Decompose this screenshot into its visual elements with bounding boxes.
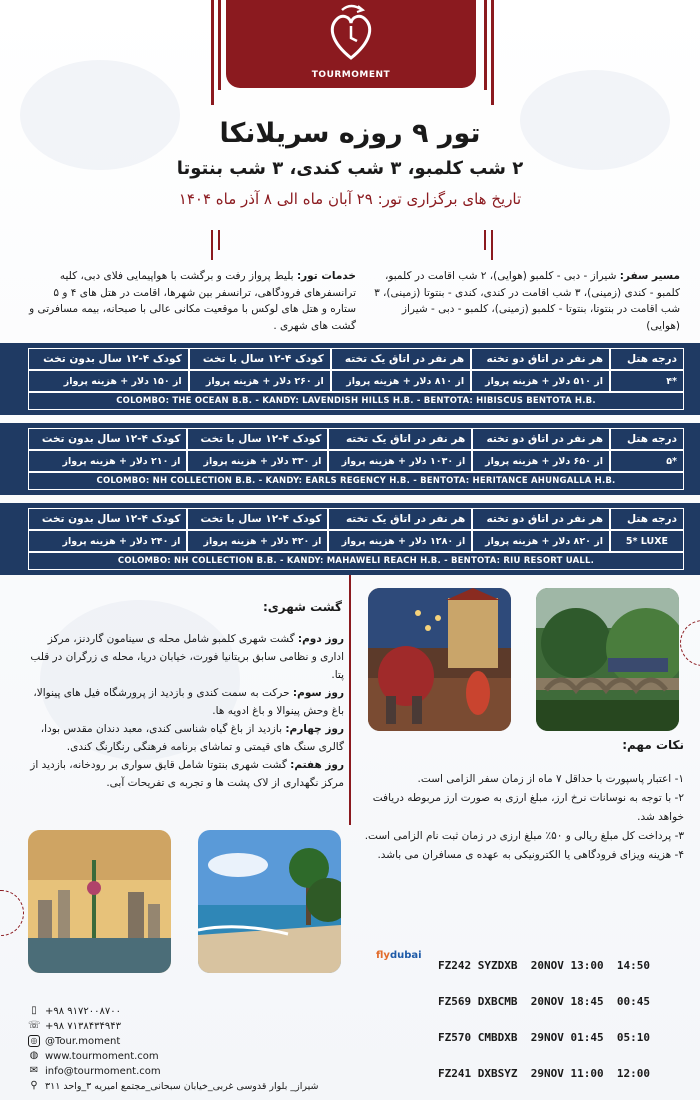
photo-train-bridge (536, 588, 679, 731)
tour-day-text: گشت شهری بنتوتا شامل قایق سواری بر رودخانه، بازدید از مرکز نگهداری از لاک پشت ها و تجربه ی تفریحات آبی. (30, 759, 344, 789)
services-label: خدمات تور: (296, 270, 356, 282)
photo-elephant-festival (368, 588, 511, 731)
price-child-nobed: از ۲۱۰ دلار + هزینه پرواز (28, 450, 187, 472)
contact-phone[interactable] (28, 1020, 121, 1032)
globe-icon: ◍ (29, 1050, 39, 1061)
flight-arr: 05:10 (616, 1031, 650, 1044)
mobile-icon: ▯ (31, 1005, 37, 1016)
tour-day-label: روز چهارم: (285, 723, 344, 735)
header-double: هر نفر در اتاق دو تخته (472, 508, 610, 530)
header-child-nobed: کودک ۴-۱۲ سال بدون تخت (28, 508, 187, 530)
page-title: تور ۹ روزه سریلانکا (219, 118, 481, 149)
price-child-nobed: از ۱۵۰ دلار + هزینه پرواز (28, 370, 189, 392)
flight-number: FZ570 (438, 1031, 472, 1044)
contact-mobile[interactable] (28, 1005, 121, 1017)
tour-dates: تاریخ های برگزاری تور: ۲۹ آبان ماه الی ۸ آذر ماه ۱۴۰۴ (178, 190, 522, 208)
header-single: هر نفر در اتاق یک تخته (331, 348, 471, 370)
flight-number: FZ241 (438, 1067, 472, 1080)
beach-image (198, 830, 341, 973)
hotel-grade: *۴ (610, 370, 684, 392)
header-grade: درجه هتل (610, 428, 684, 450)
photo-beach (198, 830, 341, 973)
header-child-nobed: کودک ۴-۱۲ سال بدون تخت (28, 348, 189, 370)
flight-row (438, 960, 650, 972)
heart-logo-icon (326, 4, 376, 66)
contact-email[interactable] (28, 1065, 161, 1077)
flight-route: DXBSYZ (477, 1067, 518, 1080)
address-text: شیراز_ بلوار قدوسی غربی_خیابان سبحانی_مجتمع امیریه ۳_واحد ۳۱۱ (45, 1080, 319, 1092)
tour-day-text: حرکت به سمت کندی و بازدید از پرورشگاه فیل های پینوالا، باغ وحش پینوالا و باغ ادویه ها. (33, 687, 344, 717)
tour-day (26, 684, 344, 720)
notes-title: نکات مهم: (622, 738, 684, 752)
phone-number: +۹۸ ۷۱۳۸۴۳۴۹۴۳ (45, 1020, 122, 1032)
header-double: هر نفر در اتاق دو تخته (471, 348, 610, 370)
price-table (28, 428, 684, 490)
flight-dep: 01:45 (570, 1031, 604, 1044)
header-double: هر نفر در اتاق دو تخته (472, 428, 610, 450)
tour-day (26, 720, 344, 756)
email-icon: ✉ (29, 1065, 39, 1076)
flight-row (438, 1068, 650, 1080)
flight-row (438, 1032, 650, 1044)
brand-logo (226, 0, 476, 88)
header-single: هر نفر در اتاق یک تخته (328, 508, 472, 530)
note-item: ۴- هزینه ویزای فرودگاهی یا الکترونیکی به عهده ی مسافران می باشد. (377, 849, 684, 861)
flight-arr: 14:50 (616, 959, 650, 972)
header-grade: درجه هتل (610, 348, 684, 370)
services-text: بلیط پرواز رفت و برگشت با هواپیمایی فلای دبی، کلیه ترانسفرهای فرودگاهی، ترانسفر بین شهرها، اقامت در هتل های ۴ و ۵ ستاره و هتل های لوکس با موقعیت مکانی عالی با صبحانه، بیمه مسافرتی و گشت های شهری . (29, 270, 356, 332)
price-table (28, 508, 684, 570)
hotel-list: COLOMBO: NH COLLECTION B.B. - KANDY: MAHAWELI REACH H.B. - BENTOTA: RIU RESORT UALL. (28, 552, 684, 570)
tour-day (26, 756, 344, 792)
flight-date: 29NOV (530, 1067, 564, 1080)
tour-day-label: روز سوم: (292, 687, 344, 699)
website-link: www.tourmoment.com (45, 1050, 159, 1062)
contact-instagram[interactable] (28, 1035, 120, 1047)
flight-route: CMBDXB (477, 1031, 518, 1044)
services-paragraph (28, 268, 356, 334)
mobile-number: +۹۸ ۹۱۷۲۰۰۸۷۰۰ (45, 1005, 122, 1017)
flight-arr: 12:00 (616, 1067, 650, 1080)
flight-dep: 18:45 (570, 995, 604, 1008)
contact-address (28, 1080, 318, 1092)
price-child-nobed: از ۲۴۰ دلار + هزینه پرواز (28, 530, 187, 552)
hotel-list: COLOMBO: THE OCEAN B.B. - KANDY: LAVENDISH HILLS H.B. - BENTOTA: HIBISCUS BENTOTA H.B. (28, 392, 684, 410)
tour-day-text: بازدید از باغ گیاه شناسی کندی، معبد دندان مقدس بودا، گالری سنگ های قیمتی و تماشای برنامه فرهنگی رنگارنگ کندی. (40, 723, 344, 753)
tour-day-text: گشت شهری کلمبو شامل محله ی سینامون گاردنز، مرکز اداری و نظامی سابق بریتانیا فورت، خیابان دریا، محله ی زرگران در قلب پتا. (30, 633, 344, 681)
price-double: از ۵۱۰ دلار + هزینه پرواز (471, 370, 610, 392)
flight-date: 20NOV (530, 995, 564, 1008)
photo-colombo-skyline (28, 830, 171, 973)
flight-number: FZ569 (438, 995, 472, 1008)
decor-line (491, 0, 494, 105)
price-child-bed: از ۴۲۰ دلار + هزینه پرواز (187, 530, 328, 552)
tour-subtitle: ۲ شب کلمبو، ۳ شب کندی، ۳ شب بنتوتا (176, 158, 524, 179)
price-child-bed: از ۲۶۰ دلار + هزینه پرواز (189, 370, 331, 392)
price-single: از ۱۰۳۰ دلار + هزینه پرواز (328, 450, 472, 472)
flight-route: DXBCMB (477, 995, 518, 1008)
decor-line (484, 0, 487, 90)
flight-arr: 00:45 (616, 995, 650, 1008)
header-child-bed: کودک ۴-۱۲ سال با تخت (187, 508, 328, 530)
route-paragraph (374, 268, 680, 334)
price-child-bed: از ۳۳۰ دلار + هزینه پرواز (187, 450, 328, 472)
train-bridge-image (536, 588, 679, 731)
decor-dashed-circle (0, 890, 24, 936)
note-item: ۲- با توجه به نوسانات نرخ ارز، مبلغ ارزی به صورت ارز مربوطه دریافت خواهد شد. (372, 792, 684, 823)
colombo-skyline-image (28, 830, 171, 973)
flight-dep: 13:00 (570, 959, 604, 972)
flight-number: FZ242 (438, 959, 472, 972)
note-item: ۳- پرداخت کل مبلغ ریالی و ۵۰٪ مبلغ ارزی در زمان ثبت نام الزامی است. (364, 830, 684, 842)
decor-dashed-circle (680, 620, 700, 666)
tour-day-label: روز هفتم: (290, 759, 344, 771)
flight-date: 29NOV (530, 1031, 564, 1044)
header-grade: درجه هتل (610, 508, 684, 530)
decor-line (211, 230, 213, 260)
hotel-grade: *۵ (610, 450, 684, 472)
tours-title: گشت شهری: (262, 600, 342, 614)
tour-day (26, 630, 344, 684)
flight-schedule (438, 936, 650, 1100)
decor-line (349, 575, 351, 825)
decor-line (491, 230, 493, 260)
note-item: ۱- اعتبار پاسپورت با حداقل ۷ ماه از زمان سفر الزامی است. (417, 773, 684, 785)
price-double: از ۶۵۰ دلار + هزینه پرواز (472, 450, 610, 472)
route-text: شیراز - دبی - کلمبو (هوایی)، ۲ شب اقامت در کلمبو، کلمبو - کندی (زمینی)، ۳ شب اقامت در کندی، کندی - بنتوتا (زمینی)، ۳ شب اقامت در بنتوتا، بنتوتا - کلمبو (زمینی)، کلمبو - دبی - شیراز (هوایی) (374, 270, 680, 332)
price-single: از ۸۱۰ دلار + هزینه پرواز (331, 370, 471, 392)
package-band-5star (0, 423, 700, 495)
airline-part1: fly (376, 950, 390, 961)
header-single: هر نفر در اتاق یک تخته (328, 428, 472, 450)
brand-name: TOURMOMENT (311, 70, 391, 80)
header-child-bed: کودک ۴-۱۲ سال با تخت (187, 428, 328, 450)
flight-route: SYZDXB (477, 959, 518, 972)
location-pin-icon: ⚲ (30, 1080, 38, 1091)
tours-list (26, 630, 344, 792)
flight-dep: 11:00 (570, 1067, 604, 1080)
elephant-festival-image (368, 588, 511, 731)
flydubai-logo (376, 950, 422, 961)
price-single: از ۱۲۸۰ دلار + هزینه پرواز (328, 530, 472, 552)
hotel-list: COLOMBO: NH COLLECTION B.B. - KANDY: EARLS REGENCY H.B. - BENTOTA: HERITANCE AHUNGALLA H.B. (28, 472, 684, 490)
hotel-grade: 5* LUXE (610, 530, 684, 552)
package-band-luxe (0, 503, 700, 575)
decor-line (218, 230, 220, 250)
flight-row (438, 996, 650, 1008)
package-band-4star (0, 343, 700, 415)
instagram-handle: @Tour.moment (45, 1035, 121, 1047)
airline-part2: dubai (389, 950, 422, 961)
contact-website[interactable] (28, 1050, 159, 1062)
world-map-decoration (20, 60, 180, 170)
instagram-icon: ◎ (28, 1035, 40, 1047)
decor-line (484, 230, 486, 250)
price-table (28, 348, 684, 410)
price-double: از ۸۲۰ دلار + هزینه پرواز (472, 530, 610, 552)
notes-list (360, 770, 684, 865)
phone-icon: ☏ (28, 1020, 41, 1031)
route-label: مسیر سفر: (619, 270, 680, 282)
flight-date: 20NOV (530, 959, 564, 972)
decor-line (211, 0, 214, 105)
email-address: info@tourmoment.com (45, 1065, 161, 1077)
header-child-bed: کودک ۴-۱۲ سال با تخت (189, 348, 331, 370)
tour-day-label: روز دوم: (297, 633, 344, 645)
decor-line (218, 0, 221, 90)
header-child-nobed: کودک ۴-۱۲ سال بدون تخت (28, 428, 187, 450)
